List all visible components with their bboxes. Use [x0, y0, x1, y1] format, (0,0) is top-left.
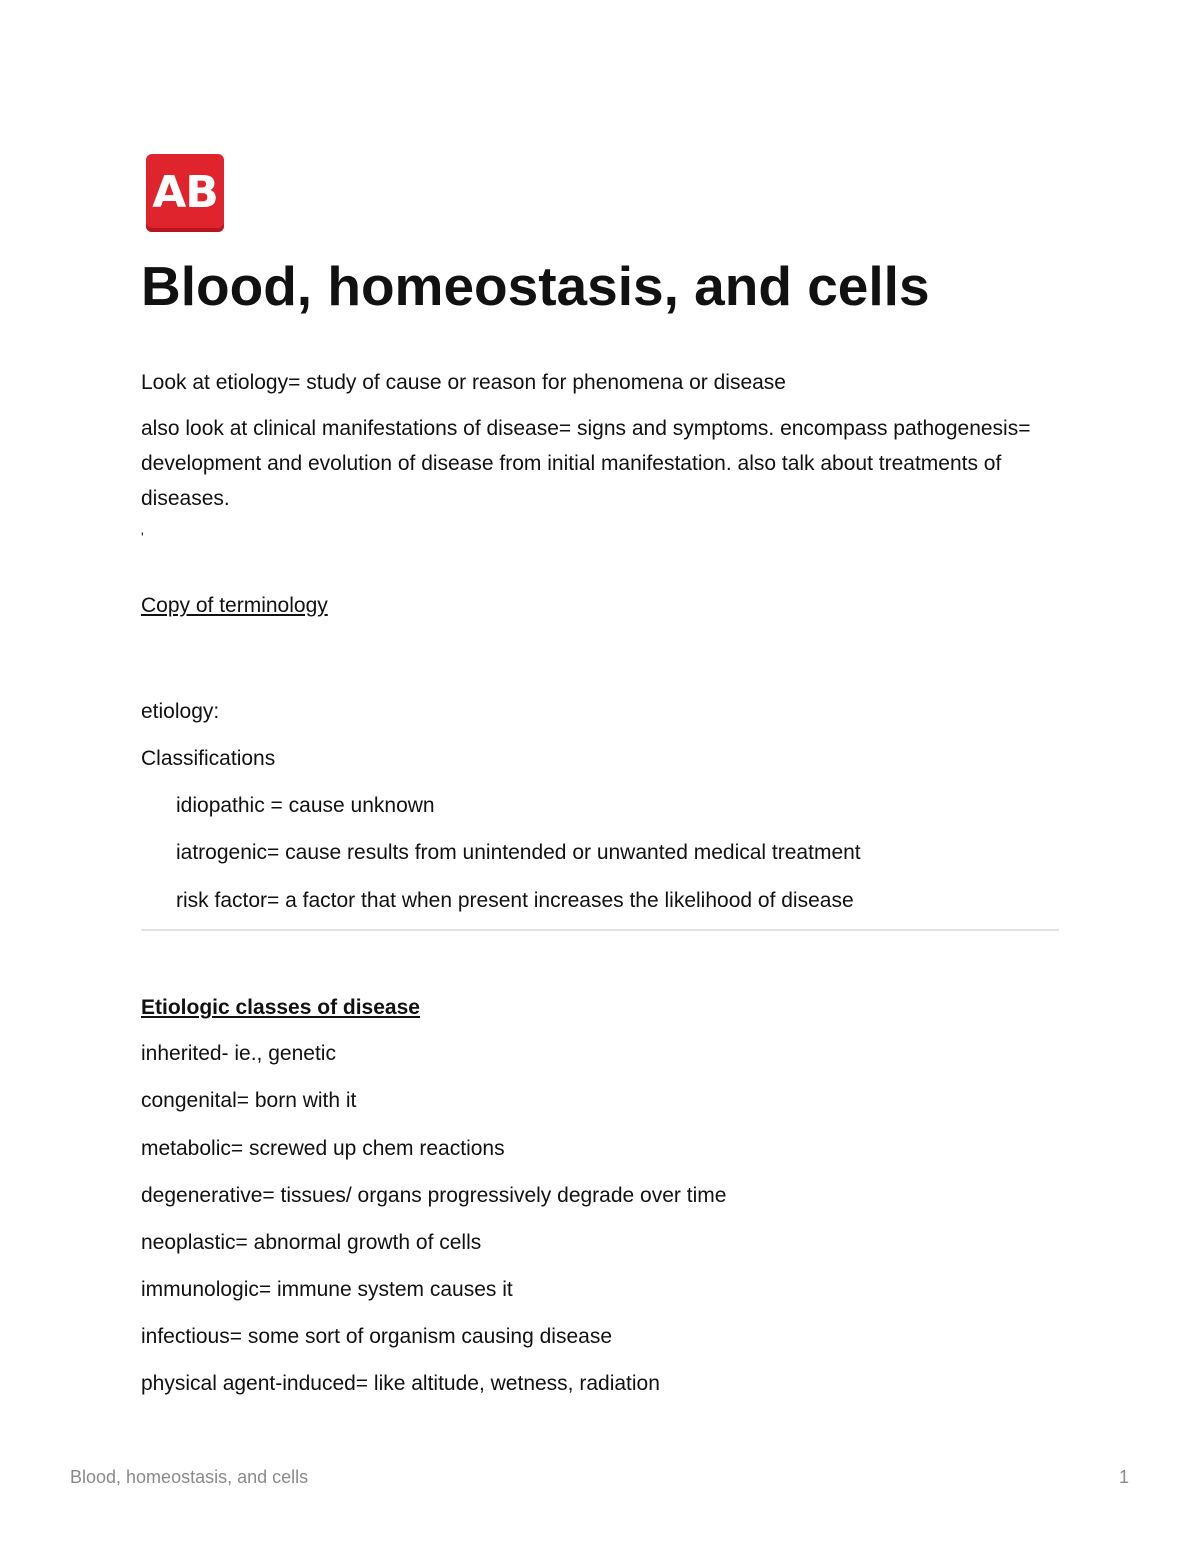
- class-item: neoplastic= abnormal growth of cells: [141, 1231, 482, 1254]
- horizontal-divider: [141, 929, 1059, 931]
- etiology-label: etiology:: [141, 700, 220, 723]
- class-item: inherited- ie., genetic: [141, 1042, 336, 1065]
- classification-item: idiopathic = cause unknown: [176, 794, 435, 817]
- stray-apostrophe: ': [141, 529, 144, 545]
- class-item: physical agent-induced= like altitude, wetness, radiation: [141, 1372, 660, 1395]
- page-title: Blood, homeostasis, and cells: [141, 255, 930, 317]
- section-heading-etiologic-classes: [141, 990, 1061, 1025]
- terminology-link-line: [141, 588, 1061, 623]
- classification-item: iatrogenic= cause results from unintended or unwanted medical treatment: [176, 841, 861, 864]
- paragraph-etiology-intro: Look at etiology= study of cause or reason for phenomena or disease: [141, 371, 786, 394]
- class-item: congenital= born with it: [141, 1089, 357, 1112]
- class-item: metabolic= screwed up chem reactions: [141, 1137, 505, 1160]
- classifications-label: Classifications: [141, 747, 276, 770]
- class-item: infectious= some sort of organism causing disease: [141, 1325, 612, 1348]
- footer-page-number: 1: [1118, 1467, 1129, 1487]
- class-item: immunologic= immune system causes it: [141, 1278, 513, 1301]
- ab-button-blood-type-icon: AB: [146, 154, 224, 232]
- section-heading-text: Etiologic classes of disease: [141, 996, 420, 1019]
- paragraph-clinical-manifestations: also look at clinical manifestations of disease= signs and symptoms. encompass pathogenesis= development and evolution of disease from initial manifestation. also talk about treatments of diseases.: [141, 417, 1031, 510]
- classification-item: risk factor= a factor that when present increases the likelihood of disease: [176, 889, 854, 912]
- footer-document-title: Blood, homeostasis, and cells: [70, 1467, 309, 1487]
- copy-of-terminology-link[interactable]: Copy of terminology: [141, 594, 328, 617]
- class-item: degenerative= tissues/ organs progressively degrade over time: [141, 1184, 727, 1207]
